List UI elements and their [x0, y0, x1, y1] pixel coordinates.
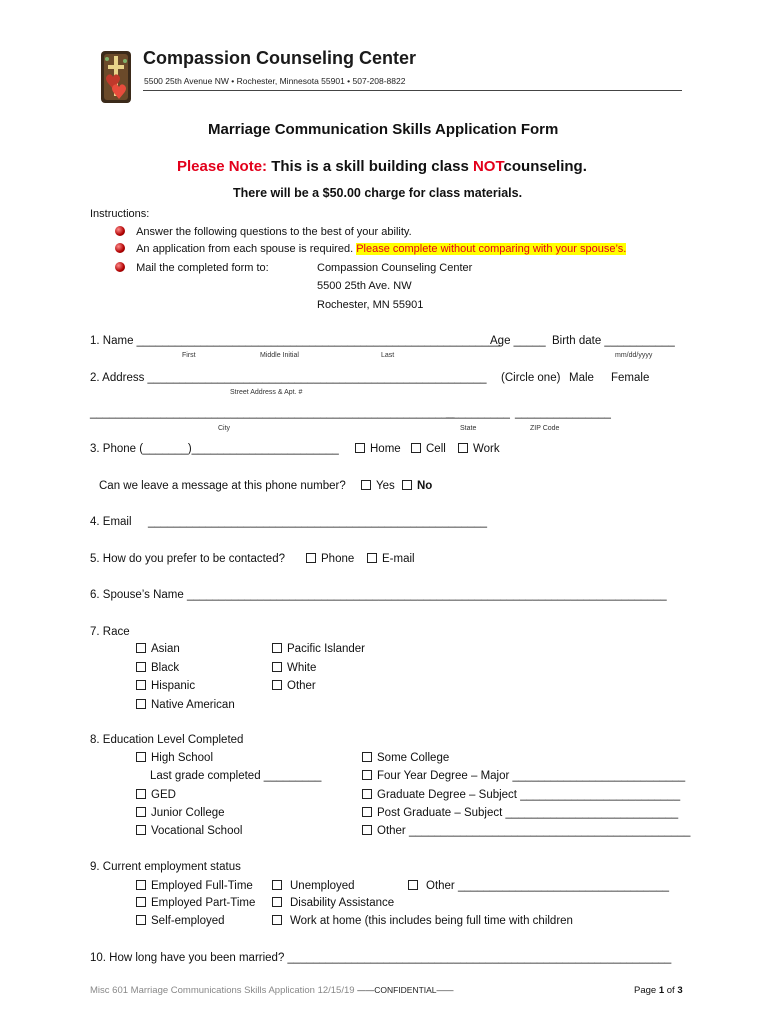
footer-doc-id: [90, 985, 454, 996]
mail-line-2: 5500 25th Ave. NW: [317, 280, 412, 292]
name-field[interactable]: 1. Name _________________________________________________________: [90, 335, 502, 347]
race-black-label: Black: [151, 662, 180, 674]
state-field[interactable]: __________: [446, 407, 510, 419]
sub-state: State: [460, 425, 477, 432]
circle-one: (Circle one): [501, 372, 561, 384]
edu-four-year-label: Four Year Degree – Major ___________________________: [377, 770, 686, 782]
message-no-option[interactable]: [402, 480, 432, 492]
spouse-name-field[interactable]: 6. Spouse’s Name ___________________________________________________________________________: [90, 589, 667, 601]
phone-cell-option[interactable]: [411, 443, 446, 455]
edu-graduate[interactable]: [362, 789, 680, 801]
red-bullet-icon: [115, 243, 125, 253]
city-field[interactable]: _________________________________________________________: [90, 407, 455, 419]
org-address: 5500 25th Avenue NW • Rochester, Minnesota 55901 • 507-208-8822: [144, 76, 406, 86]
emp-unemployed-label: Unemployed: [290, 880, 355, 892]
sub-first: First: [182, 352, 196, 359]
checkbox-icon[interactable]: [362, 807, 372, 817]
sub-middle: Middle Initial: [260, 352, 299, 359]
edu-some-college[interactable]: [362, 752, 449, 764]
checkbox-icon[interactable]: [272, 915, 282, 925]
edu-four-year[interactable]: [362, 770, 685, 782]
please-note-label: Please Note:: [177, 158, 268, 175]
emp-part-time[interactable]: [136, 897, 255, 909]
please-note-text-a: This is a skill building class: [271, 158, 469, 175]
page-of: of: [666, 985, 675, 996]
checkbox-icon[interactable]: [411, 443, 421, 453]
checkbox-icon[interactable]: [361, 480, 371, 490]
page-total: 3: [677, 985, 683, 996]
address-field[interactable]: 2. Address _____________________________________________________: [90, 372, 487, 384]
checkbox-icon[interactable]: [367, 553, 377, 563]
email-field[interactable]: _____________________________________________________: [148, 516, 487, 528]
checkbox-icon[interactable]: [408, 880, 418, 890]
checkbox-icon[interactable]: [272, 880, 282, 890]
education-label: 8. Education Level Completed: [90, 734, 244, 746]
phone-home-label: Home: [370, 443, 401, 455]
checkbox-icon[interactable]: [136, 880, 146, 890]
footer-doc-text: Misc 601 Marriage Communications Skills Application 12/15/19: [90, 985, 355, 996]
emp-work-at-home[interactable]: [272, 915, 573, 927]
emp-unemployed[interactable]: [272, 880, 355, 892]
edu-vocational-label: Vocational School: [151, 825, 243, 837]
message-yes-option[interactable]: [361, 480, 395, 492]
emp-full-time-label: Employed Full-Time: [151, 880, 253, 892]
age-field[interactable]: Age _____: [490, 335, 546, 347]
checkbox-icon[interactable]: [136, 643, 146, 653]
page-indicator: [634, 985, 683, 996]
sub-last: Last: [381, 352, 395, 359]
page-number: 1: [658, 985, 665, 996]
checkbox-icon[interactable]: [136, 789, 146, 799]
checkbox-icon[interactable]: [362, 770, 372, 780]
form-title: Marriage Communication Skills Application Form: [208, 121, 559, 138]
checkbox-icon[interactable]: [458, 443, 468, 453]
edu-some-college-label: Some College: [377, 752, 450, 764]
email-label: 4. Email: [90, 516, 132, 528]
instruction-2-text: An application from each spouse is required.: [136, 243, 354, 255]
emp-self[interactable]: [136, 915, 225, 927]
please-note: [177, 158, 587, 175]
checkbox-icon[interactable]: [136, 897, 146, 907]
please-note-text-b: counseling.: [503, 158, 587, 175]
phone-cell-label: Cell: [426, 443, 446, 455]
emp-full-time[interactable]: [136, 880, 253, 892]
sub-date: mm/dd/yyyy: [615, 352, 653, 359]
checkbox-icon[interactable]: [272, 662, 282, 672]
race-native-american[interactable]: [136, 699, 235, 711]
edu-other-label: Other ____________________________________________: [377, 825, 691, 837]
footer-confidential: ——CONFIDENTIAL——: [357, 985, 454, 995]
emp-other-label: Other _________________________________: [426, 880, 670, 892]
edu-high-school[interactable]: [136, 752, 213, 764]
red-bullet-icon: [115, 262, 125, 272]
checkbox-icon[interactable]: [362, 752, 372, 762]
cross-hearts-logo: [99, 49, 133, 105]
message-no-label: No: [417, 480, 433, 492]
race-hispanic[interactable]: [136, 680, 195, 692]
instruction-1: [115, 226, 412, 238]
checkbox-icon[interactable]: [136, 699, 146, 709]
checkbox-icon[interactable]: [362, 825, 372, 835]
race-asian[interactable]: [136, 643, 180, 655]
emp-work-at-home-label: Work at home (this includes being full time with children: [290, 915, 573, 927]
edu-junior-college[interactable]: [136, 807, 225, 819]
phone-work-option[interactable]: [458, 443, 500, 455]
checkbox-icon[interactable]: [136, 662, 146, 672]
checkbox-icon[interactable]: [136, 680, 146, 690]
contact-email-option[interactable]: [367, 553, 415, 565]
checkbox-icon[interactable]: [272, 897, 282, 907]
checkbox-icon[interactable]: [136, 752, 146, 762]
checkbox-icon[interactable]: [272, 643, 282, 653]
please-note-not: NOT: [472, 158, 504, 175]
employment-label: 9. Current employment status: [90, 861, 241, 873]
emp-part-time-label: Employed Part-Time: [151, 897, 256, 909]
race-white-label: White: [287, 662, 317, 674]
emp-self-label: Self-employed: [151, 915, 225, 927]
sub-zip: ZIP Code: [530, 425, 560, 432]
race-other-label: Other: [287, 680, 316, 692]
gender-male[interactable]: Male: [569, 372, 594, 384]
checkbox-icon[interactable]: [355, 443, 365, 453]
checkbox-icon[interactable]: [136, 915, 146, 925]
page-word: Page: [634, 985, 657, 996]
contact-phone-option[interactable]: [306, 553, 354, 565]
race-pacific-islander[interactable]: [272, 643, 365, 655]
edu-ged-label: GED: [151, 789, 176, 801]
edu-graduate-label: Graduate Degree – Subject _________________________: [377, 789, 681, 801]
married-duration-field[interactable]: 10. How long have you been married? ____________________________________________________________: [90, 952, 672, 964]
checkbox-icon[interactable]: [136, 807, 146, 817]
contact-phone-label: Phone: [321, 553, 355, 565]
race-label: 7. Race: [90, 626, 130, 638]
race-pacific-islander-label: Pacific Islander: [287, 643, 365, 655]
sub-street: Street Address & Apt. #: [230, 389, 303, 396]
edu-junior-college-label: Junior College: [151, 807, 225, 819]
edu-ged[interactable]: [136, 789, 176, 801]
phone-field[interactable]: 3. Phone (_______)_______________________: [90, 443, 339, 455]
charge-note: There will be a $50.00 charge for class materials.: [233, 186, 523, 200]
race-white[interactable]: [272, 662, 316, 674]
checkbox-icon[interactable]: [272, 680, 282, 690]
edu-other[interactable]: [362, 825, 690, 837]
checkbox-icon[interactable]: [136, 825, 146, 835]
zip-field[interactable]: _______________: [515, 407, 611, 419]
phone-home-option[interactable]: [355, 443, 401, 455]
message-yes-label: Yes: [376, 480, 395, 492]
checkbox-icon[interactable]: [306, 553, 316, 563]
checkbox-icon[interactable]: [402, 480, 412, 490]
contact-email-label: E-mail: [382, 553, 415, 565]
org-name: Compassion Counseling Center: [143, 48, 417, 68]
checkbox-icon[interactable]: [362, 789, 372, 799]
emp-other[interactable]: [408, 880, 669, 892]
edu-vocational[interactable]: [136, 825, 242, 837]
phone-work-label: Work: [473, 443, 500, 455]
mail-line-1: Compassion Counseling Center: [317, 262, 473, 274]
emp-disability[interactable]: [272, 897, 394, 909]
instruction-2: [115, 243, 626, 255]
gender-female[interactable]: Female: [611, 372, 650, 384]
race-hispanic-label: Hispanic: [151, 680, 196, 692]
race-native-american-label: Native American: [151, 699, 235, 711]
race-other[interactable]: [272, 680, 316, 692]
edu-high-school-label: High School: [151, 752, 214, 764]
instruction-3: [115, 262, 269, 274]
edu-last-grade-field[interactable]: Last grade completed _________: [150, 770, 322, 782]
instruction-3-text: Mail the completed form to:: [136, 262, 269, 274]
mail-line-3: Rochester, MN 55901: [317, 299, 424, 311]
message-question: Can we leave a message at this phone number?: [99, 480, 346, 492]
sub-city: City: [218, 425, 231, 432]
race-black[interactable]: [136, 662, 179, 674]
edu-post-graduate[interactable]: [362, 807, 678, 819]
header-rule: [143, 90, 682, 91]
birth-date-field[interactable]: Birth date ___________: [552, 335, 675, 347]
instructions-heading: Instructions:: [90, 208, 150, 220]
instruction-2-highlight: Please complete without comparing with your spouse’s.: [356, 243, 627, 255]
contact-pref-label: 5. How do you prefer to be contacted?: [90, 553, 285, 565]
emp-disability-label: Disability Assistance: [290, 897, 395, 909]
edu-post-graduate-label: Post Graduate – Subject ___________________________: [377, 807, 679, 819]
instruction-1-text: Answer the following questions to the best of your ability.: [136, 226, 412, 238]
red-bullet-icon: [115, 226, 125, 236]
race-asian-label: Asian: [151, 643, 180, 655]
